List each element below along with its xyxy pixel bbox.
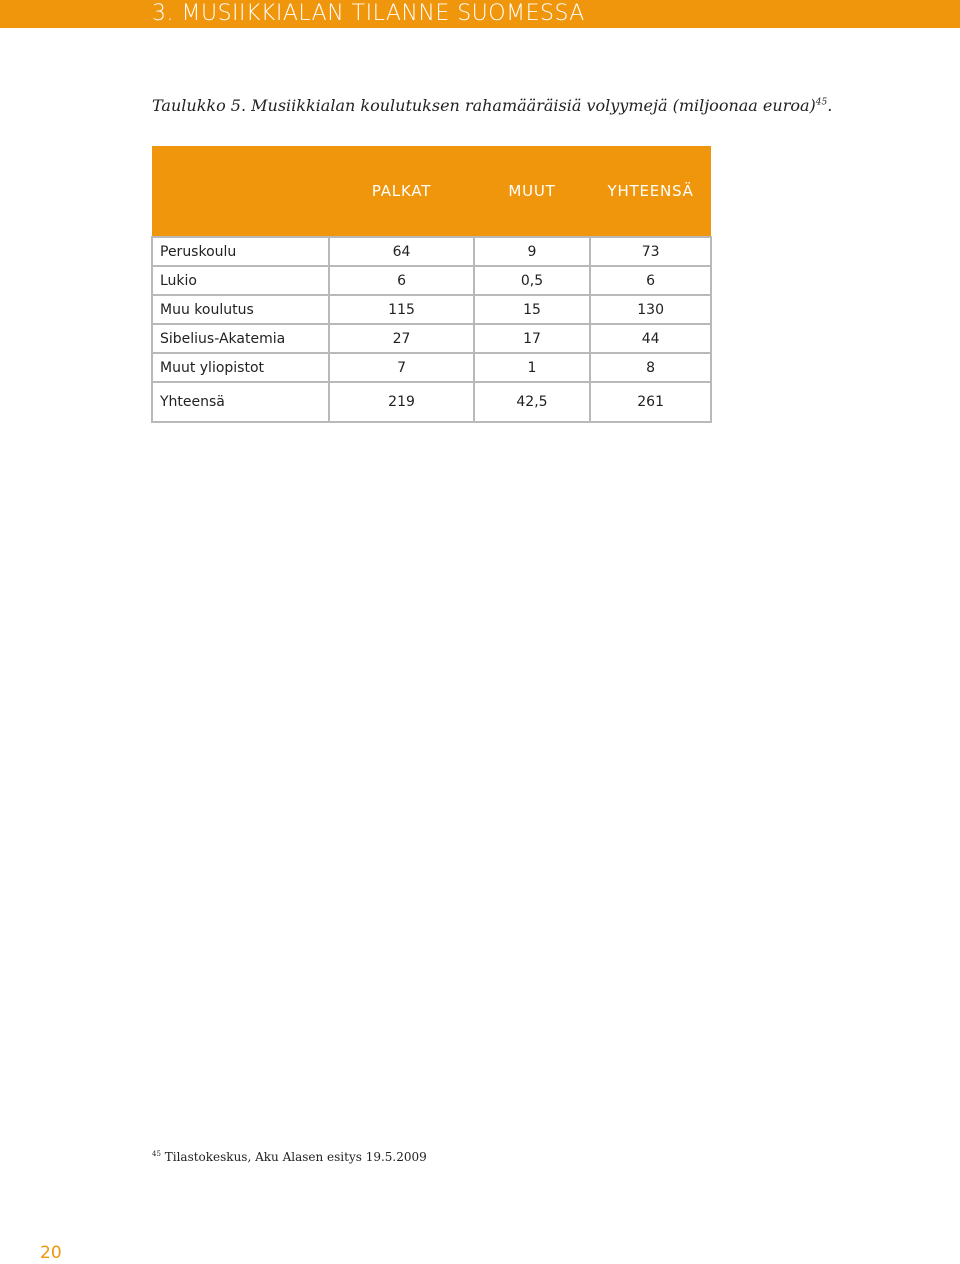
header-cell-yhteensa: YHTEENSÄ (590, 146, 711, 237)
table-caption-end: . (827, 96, 833, 115)
cell-muut: 15 (474, 295, 591, 324)
table-row (152, 353, 711, 382)
header-cell-muut: MUUT (474, 146, 591, 237)
cell-yhteensa: 44 (590, 324, 711, 353)
cell-yhteensa: 8 (590, 353, 711, 382)
cell-palkat: 7 (329, 353, 473, 382)
row-label: Peruskoulu (152, 237, 329, 266)
footnote-reference[interactable]: 45 (815, 97, 828, 108)
cell-palkat: 64 (329, 237, 473, 266)
total-yhteensa: 261 (590, 382, 711, 422)
header-cell-palkat: PALKAT (329, 146, 473, 237)
page-number: 20 (40, 1243, 62, 1263)
table-total-row (152, 382, 711, 422)
table-row (152, 324, 711, 353)
row-label: Muu koulutus (152, 295, 329, 324)
row-label: Sibelius-Akatemia (152, 324, 329, 353)
row-label: Muut yliopistot (152, 353, 329, 382)
footnote-number: 45 (152, 1150, 161, 1158)
row-label: Lukio (152, 266, 329, 295)
table-row (152, 266, 711, 295)
cell-palkat: 6 (329, 266, 473, 295)
cell-muut: 9 (474, 237, 591, 266)
table-row (152, 237, 711, 266)
table-caption (152, 96, 832, 115)
cell-muut: 1 (474, 353, 591, 382)
table-caption-text: Taulukko 5. Musiikkialan koulutuksen rahamääräisiä volyymejä (miljoonaa euroa) (152, 96, 816, 115)
footnote-text: Tilastokeskus, Aku Alasen esitys 19.5.2009 (160, 1150, 427, 1164)
footnote (152, 1150, 427, 1164)
chapter-header-bar (0, 0, 960, 28)
table-row (152, 295, 711, 324)
cell-muut: 17 (474, 324, 591, 353)
education-volume-table (151, 146, 712, 423)
cell-muut: 0,5 (474, 266, 591, 295)
total-label: Yhteensä (152, 382, 329, 422)
header-cell-empty (152, 146, 329, 237)
cell-yhteensa: 130 (590, 295, 711, 324)
table-header-row (152, 146, 711, 237)
cell-palkat: 115 (329, 295, 473, 324)
chapter-title: 3. MUSIIKKIALAN TILANNE SUOMESSA (152, 1, 585, 26)
cell-palkat: 27 (329, 324, 473, 353)
total-muut: 42,5 (474, 382, 591, 422)
total-palkat: 219 (329, 382, 473, 422)
cell-yhteensa: 73 (590, 237, 711, 266)
cell-yhteensa: 6 (590, 266, 711, 295)
